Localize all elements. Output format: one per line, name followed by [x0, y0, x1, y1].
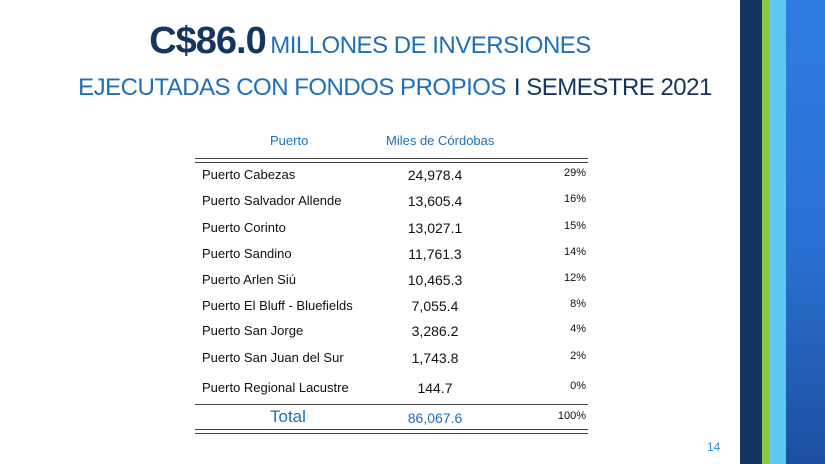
- title-line-2: [0, 74, 790, 102]
- port-value: 24,978.4: [407, 167, 463, 183]
- port-name: Puerto El Bluff - Bluefields: [202, 298, 353, 313]
- port-name: Puerto Arlen Siú: [202, 272, 296, 287]
- total-label: Total: [270, 407, 306, 426]
- port-percent: 2%: [570, 350, 586, 362]
- page-number: 14: [707, 440, 721, 454]
- table-row: [195, 350, 588, 370]
- table-row: [195, 246, 588, 266]
- port-percent: 0%: [570, 380, 586, 392]
- title-line2-part-b: I SEMESTRE 2021: [513, 74, 712, 101]
- total-value: 86,067.6: [407, 410, 463, 426]
- table-row: [195, 167, 588, 187]
- table-row: [195, 193, 588, 213]
- table-row: [195, 380, 588, 400]
- port-name: Puerto Corinto: [202, 220, 286, 235]
- port-value: 7,055.4: [411, 298, 459, 314]
- port-percent: 12%: [563, 272, 586, 284]
- title-line-1: [0, 20, 740, 63]
- port-percent: 16%: [563, 193, 586, 205]
- port-value: 11,761.3: [408, 246, 462, 262]
- port-value: 3,286.2: [411, 323, 459, 339]
- header-miles: Miles de Córdobas: [386, 133, 495, 148]
- port-name: Puerto Cabezas: [202, 167, 296, 182]
- port-percent: 29%: [563, 167, 586, 179]
- port-name: Puerto Salvador Allende: [202, 193, 342, 208]
- total-separator-rule: [195, 404, 588, 405]
- table-row: [195, 272, 588, 292]
- stripe-green: [762, 0, 769, 464]
- table-top-rule: [195, 158, 588, 163]
- port-value: 10,465.3: [407, 272, 463, 288]
- stripe-blue: [786, 0, 825, 464]
- table-row: [195, 323, 588, 343]
- port-name: Puerto San Jorge: [202, 323, 304, 338]
- title-amount: C$86.0: [149, 20, 266, 62]
- port-value: 13,027.1: [407, 220, 463, 236]
- port-value: 144.7: [417, 380, 453, 396]
- port-percent: 14%: [563, 246, 586, 258]
- port-value: 13,605.4: [407, 193, 463, 209]
- port-percent: 4%: [570, 323, 586, 335]
- port-value: 1,743.8: [411, 350, 459, 366]
- title-line1-text: MILLONES DE INVERSIONES: [270, 32, 591, 59]
- stripe-light-blue: [769, 0, 786, 464]
- header-puerto: Puerto: [270, 133, 309, 148]
- title-line2-part-a: EJECUTADAS CON FONDOS PROPIOS: [78, 74, 506, 101]
- stripe-dark: [740, 0, 762, 464]
- port-percent: 8%: [570, 298, 586, 310]
- table-row: [195, 298, 588, 318]
- total-row: [195, 407, 588, 430]
- table-row: [195, 220, 588, 240]
- port-name: Puerto Regional Lacustre: [202, 380, 349, 395]
- total-percent: 100%: [557, 410, 586, 422]
- port-name: Puerto Sandino: [202, 246, 292, 261]
- port-percent: 15%: [563, 220, 586, 232]
- port-name: Puerto San Juan del Sur: [202, 350, 344, 365]
